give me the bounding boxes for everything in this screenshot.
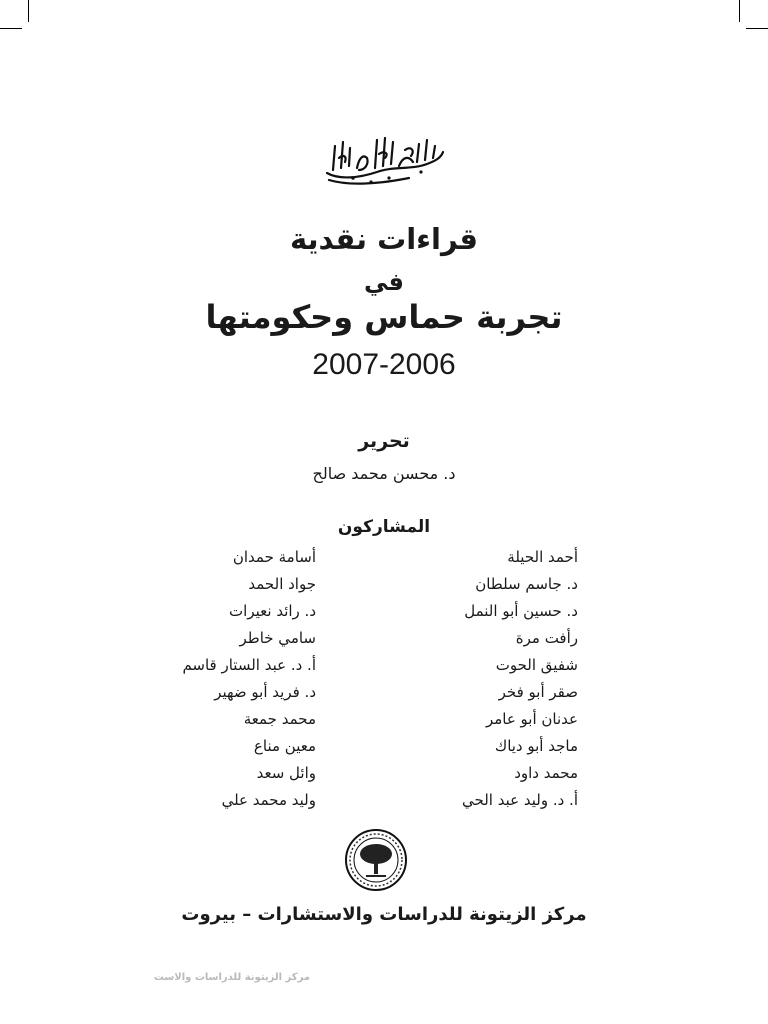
participants-column-right [428, 544, 578, 814]
participant-name: وائل سعد [256, 764, 316, 782]
participant-name: عدنان أبو عامر [485, 710, 578, 728]
crop-mark [746, 28, 768, 29]
participant-name: سامي خاطر [239, 629, 316, 647]
participant-name: أحمد الحيلة [507, 548, 578, 566]
publisher-name: مركز الزيتونة للدراسات والاستشارات – بيروت [181, 904, 587, 925]
book-subtitle: تجربة حماس وحكومتها [205, 298, 563, 336]
participants-label: المشاركون [337, 517, 431, 537]
participant-name: محمد داود [514, 764, 578, 782]
participant-name: محمد جمعة [243, 710, 316, 728]
editor-name: د. محسن محمد صالح [312, 464, 456, 483]
participant-name: صقر أبو فخر [498, 683, 578, 701]
participant-name: أ. د. عبد الستار قاسم [182, 656, 316, 674]
participant-name: وليد محمد علي [221, 791, 316, 809]
participant-name: أ. د. وليد عبد الحي [462, 791, 578, 809]
editing-label: تحرير [358, 430, 410, 452]
participant-name: د. رائد نعيرات [229, 602, 316, 620]
participant-name: د. جاسم سلطان [475, 575, 578, 593]
crop-mark [28, 0, 29, 22]
crop-mark [0, 28, 22, 29]
participant-name: د. حسين أبو النمل [464, 602, 578, 620]
publisher-logo [344, 828, 408, 896]
participant-name: شفيق الحوت [495, 656, 578, 674]
title-preposition: في [364, 268, 404, 296]
participant-name: معين مناع [253, 737, 316, 755]
watermark-text: مركز الزيتونة للدراسات والاست [153, 972, 310, 983]
year-range: 2007-2006 [312, 348, 456, 381]
participant-name: جواد الحمد [248, 575, 316, 593]
participant-name: أسامة حمدان [232, 548, 316, 566]
participant-name: د. فريد أبو ضهير [214, 683, 316, 701]
basmala-calligraphy [0, 128, 768, 192]
participant-name: ماجد أبو دياك [494, 737, 578, 755]
crop-mark [739, 0, 740, 22]
book-title: قراءات نقدية [290, 222, 478, 256]
participants-column-left [146, 544, 316, 814]
participant-name: رأفت مرة [515, 629, 578, 647]
